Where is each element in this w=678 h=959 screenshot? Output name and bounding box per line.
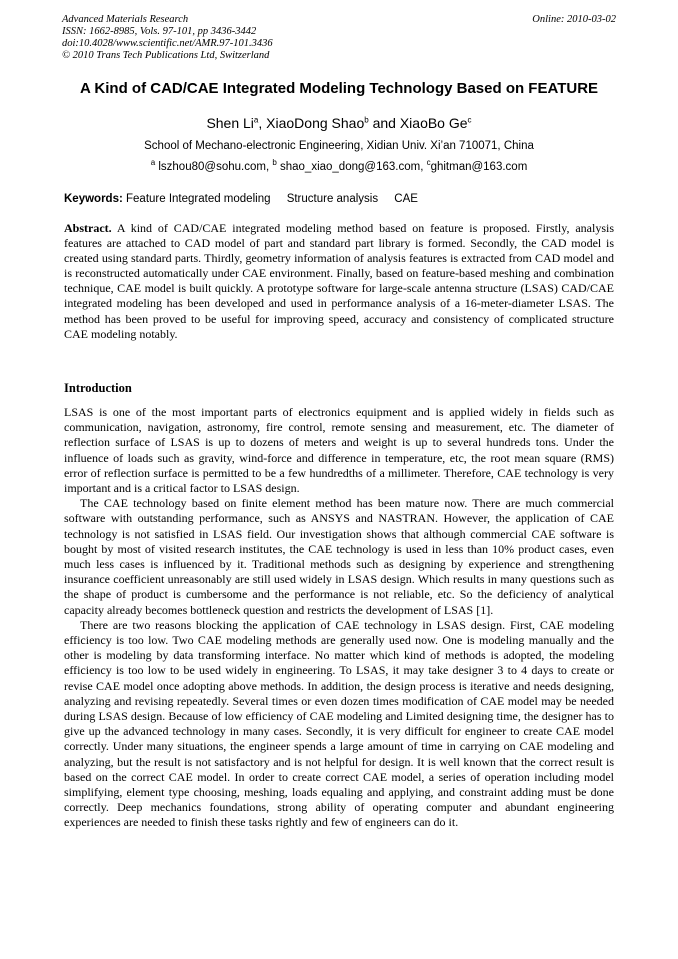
email-address: ghitman@163.com: [430, 161, 528, 173]
email-list: [62, 160, 616, 174]
journal-name: Advanced Materials Research: [62, 14, 189, 25]
keyword-term: Feature Integrated modeling: [126, 193, 271, 205]
abstract-label: Abstract.: [64, 221, 112, 235]
email-address: lszhou80@sohu.com: [158, 161, 266, 173]
issn-line: ISSN: 1662-8985, Vols. 97-101, pp 3436-3442: [62, 26, 257, 37]
keyword-term: Structure analysis: [286, 193, 379, 205]
abstract: [64, 221, 614, 342]
author-separator: and: [368, 115, 400, 131]
author-name: XiaoDong Shao: [266, 115, 365, 131]
doi-line: doi:10.4028/www.scientific.net/AMR.97-101.3436: [62, 38, 273, 49]
email-address: shao_xiao_dong@163.com: [279, 161, 421, 173]
section-heading-introduction: Introduction: [64, 381, 132, 395]
affiliation: School of Mechano-electronic Engineering, Xidian Univ. Xi’an 710071, China: [144, 140, 534, 152]
email-mark: c: [426, 158, 431, 168]
email-separator: ,: [420, 161, 427, 173]
author-mark: b: [364, 115, 369, 125]
author-name: XiaoBo Ge: [399, 115, 468, 131]
email-mark: b: [272, 158, 277, 168]
keywords: [64, 192, 618, 206]
author-list: [62, 115, 616, 132]
body-paragraph: LSAS is one of the most important parts of electronics equipment and is applied widely in fields such as communication, navigation, astronomy, fire control, remote sensing and measurement, etc. The diameter of reflection surface of LSAS is up to dozens of meters and weight is up to several hundreds tons. Under the influence of loads such as gravity, wind-force and difference in temperature, etc, the root mean square (RMS) error of reflection surface is permitted to be a few hundredths of a millimeter. Therefore, CAE technology is very important and is a critical factor to LSAS design.: [64, 405, 614, 496]
copyright-line: © 2010 Trans Tech Publications Ltd, Switzerland: [62, 50, 270, 61]
author-name: Shen Li: [206, 115, 254, 131]
online-date: Online: 2010-03-02: [532, 14, 616, 25]
journal-header: [62, 14, 616, 62]
keywords-label: Keywords:: [64, 193, 123, 205]
abstract-text: A kind of CAD/CAE integrated modeling method based on feature is proposed. Firstly, analysis features are attached to CAD model of part and standard part library is formed. Secondly, the CAD model is created using standard parts. Thirdly, geometry information of analysis features is extracted from CAD model and is reconstructed automatically under CAE environment. Finally, based on feature-based meshing and combination technique, CAE model is built quickly. A prototype software for large-scale antenna structure (LSAS) CAD/CAE integrated modeling has been developed and used in performance analysis of a 16-meter-diameter LSAS. The method has been proved to be useful for improving speed, accuracy and consistency of complicated structure CAE modeling notably.: [64, 221, 614, 341]
email-separator: ,: [265, 161, 273, 173]
body-paragraph: There are two reasons blocking the application of CAE technology in LSAS design. First, CAE modeling efficiency is too low. Two CAE modeling methods are generally used now. One is modeling manually and the other is modeling by data transforming interface. No matter which kind of methods is adopted, the modeling efficiency is too low to be used widely in engineering. To LSAS, it may take designer 3 to 4 days to create or revise CAE model once adopting above methods. In addition, the design process is iterative and needs designing, analyzing and revising repeatedly. Several times or even dozen times modification of CAE model may be needed during LSAS design. Because of low efficiency of CAE modeling and Limited designing time, the designer has to give up the advanced technology in many cases. Secondly, it is very difficult for engineer to create CAE model correctly. Under many situations, the engineer spends a large amount of time in carrying on CAE modeling and analyzing, but the result is not satisfactory and is not helpful for design. It is well known that the correct result is based on the correct CAE model. In order to create correct CAE model, a series of operation including model simplifying, element type choosing, meshing, loads equaling and applying, and constraint adding must be done correctly. Deep mechanics foundations, strong ability of operating computer and abundant engineering experiences are needed to finish these tasks rightly and few of engineers can do it.: [64, 617, 614, 830]
author-mark: a: [253, 115, 259, 125]
paper-title: A Kind of CAD/CAE Integrated Modeling Technology Based on FEATURE: [79, 80, 599, 97]
author-separator: ,: [258, 115, 267, 131]
body-paragraph: The CAE technology based on finite element method has been mature now. There are much commercial software with outstanding performance, such as ANSYS and NASTRAN. However, the application of CAE technology is not satisfied in LSAS field. Our investigation shows that although commercial CAE software is bought by most of visited research institutes, the CAE technology is used in less than 10% product cases, even much less cases is influenced by it. Traditional methods such as designing by experience and strengthening insurance coefficient unreasonably are still used widely in LSAS design. Which results in many questions such as the shape of product is cumbersome and the performance is not reliable, etc. So the deficiency of analytical capacity already becomes bottleneck question and restricts the development of LSAS [1].: [64, 496, 614, 617]
author-mark: c: [467, 115, 472, 125]
introduction-body: [64, 405, 614, 831]
email-mark: a: [150, 158, 156, 168]
keyword-term: CAE: [394, 193, 418, 205]
